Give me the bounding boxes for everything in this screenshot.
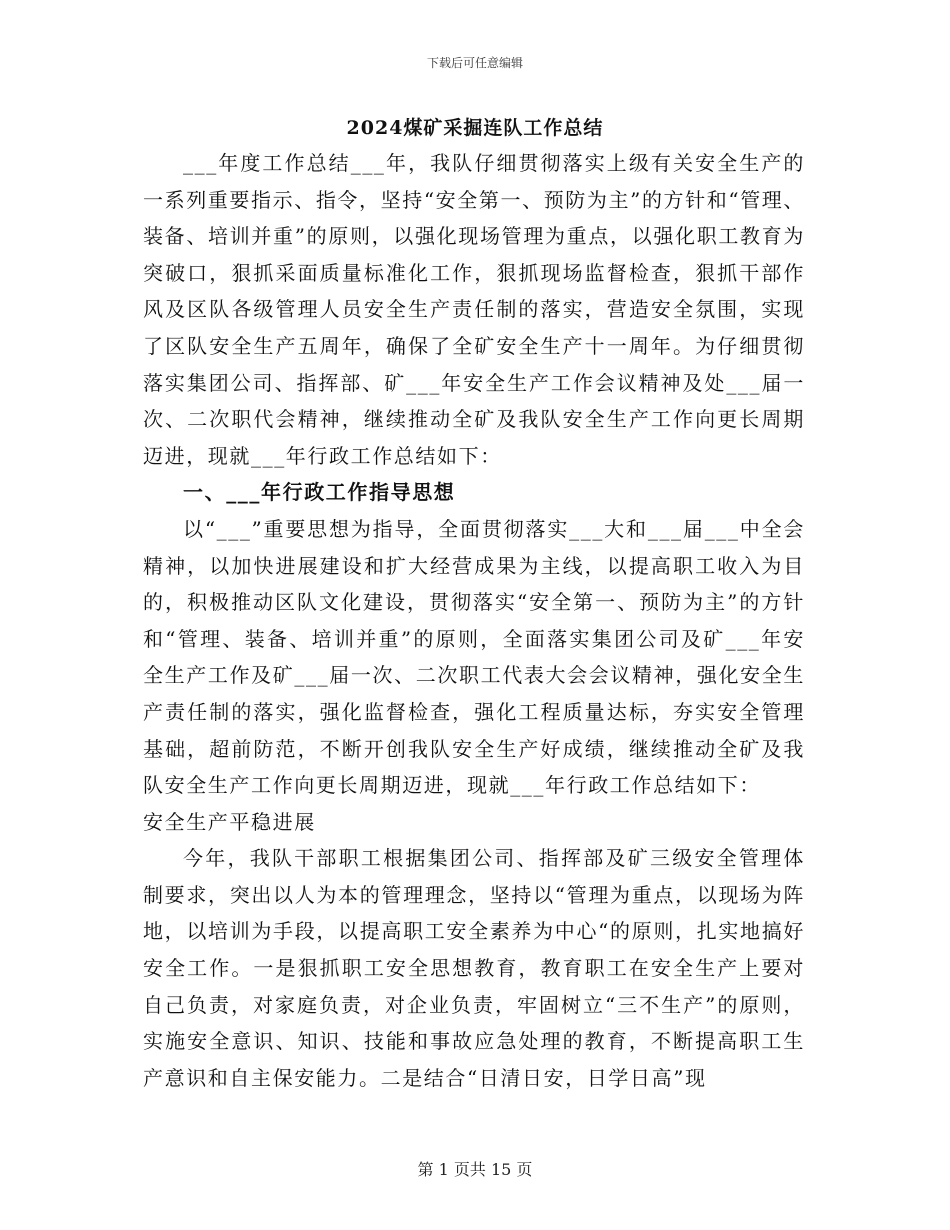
subheading-safety-production: 安全生产平稳进展 [143,809,316,834]
paragraph-intro: ___年度工作总结___年，我队仔细贯彻落实上级有关安全生产的一系列重要指示、指令，坚持“安全第一、预防为主”的方针和“管理、装备、培训并重”的原则，以强化现场管理为重点，以强化职工教育为突破口，狠抓采面质量标准化工作，狠抓现场监督检查，狠抓干部作风及区队各级管理人员安全生产责任制的落实，营造安全氛围，实现了区队安全生产五周年，确保了全矿安全生产十一周年。为仔细贯彻落实集团公司、指挥部、矿___年安全生产工作会议精神及处___届一次、二次职代会精神，继续推动全矿及我队安全生产工作向更长周期迈进，现就___年行政工作总结如下： [143,151,805,468]
page-footer: 第 1 页共 15 页 [417,1160,533,1179]
document-body [143,145,805,1096]
paragraph-safety-production: 今年，我队干部职工根据集团公司、指挥部及矿三级安全管理体制要求，突出以人为本的管理理念，坚持以“管理为重点，以现场为阵地，以培训为手段，以提高职工安全素养为中心“的原则，扎实地搞好安全工作。一是狠抓职工安全思想教育，教育职工在安全生产上要对自己负责，对家庭负责，对企业负责，牢固树立“三不生产”的原则，实施安全意识、知识、技能和事故应急处理的教育，不断提高职工生产意识和自主保安能力。二是结合“日清日安，日学日高”现 [143,846,805,1090]
section-heading-guiding-thought: 一、___年行政工作指导思想 [183,480,456,505]
page-header: 下载后可任意编辑 [426,56,523,70]
document-title: 2024煤矿采掘连队工作总结 [346,117,604,139]
paragraph-guiding-thought: 以“___”重要思想为指导，全面贯彻落实___大和___届___中全会精神，以加快进展建设和扩大经营成果为主线，以提高职工收入为目的，积极推动区队文化建设，贯彻落实“安全第一、预防为主”的方针和“管理、装备、培训并重”的原则，全面落实集团公司及矿___年安全生产工作及矿___届一次、二次职工代表大会会议精神，强化安全生产责任制的落实，强化监督检查，强化工程质量达标，夯实安全管理基础，超前防范，不断开创我队安全生产好成绩，继续推动全矿及我队安全生产工作向更长周期迈进，现就___年行政工作总结如下： [143,516,805,798]
